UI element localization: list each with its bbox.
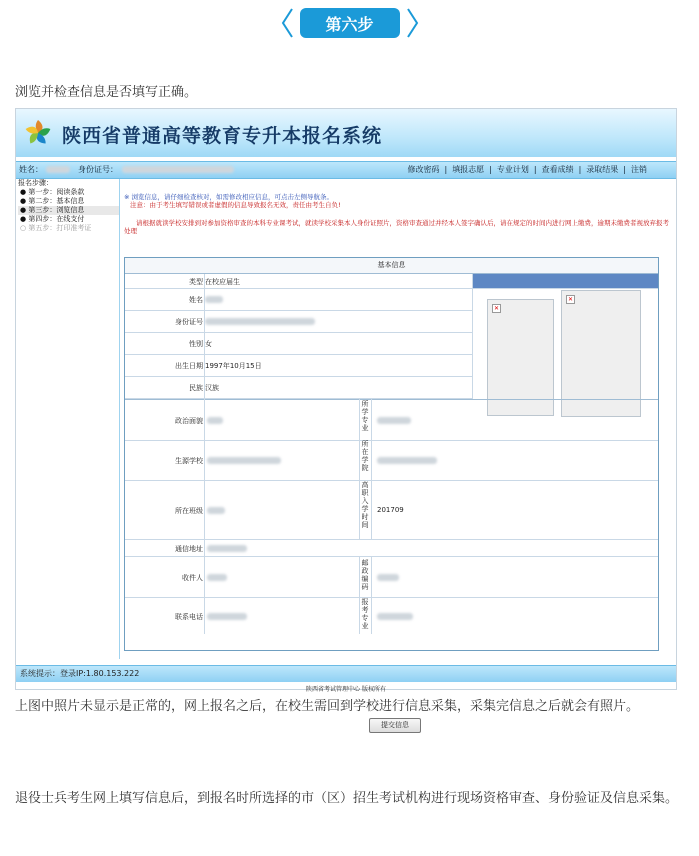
menu-change-password[interactable]: 修改密码 xyxy=(407,165,440,174)
intro-text: 浏览并检查信息是否填写正确。 xyxy=(15,85,198,100)
name-label: 姓名： xyxy=(19,165,43,174)
row-class: 所在班级 高职入学时间 201709 xyxy=(125,481,658,540)
menu-fill-preferences[interactable]: 填报志愿 xyxy=(452,165,485,174)
chevron-left-icon xyxy=(278,6,296,40)
sidebar-heading: 报名步骤： xyxy=(18,179,53,187)
status-footer xyxy=(16,665,676,682)
row-phone: 联系电话 报考专业 xyxy=(125,598,658,634)
sidebar-item-step2[interactable]: ● 第二步：基本信息 xyxy=(20,197,85,205)
type-value: 在校应届生 xyxy=(205,278,240,286)
sidebar xyxy=(16,179,120,659)
name-value-redacted xyxy=(46,162,70,178)
section-title: 基本信息 xyxy=(125,258,658,274)
menu-view-scores[interactable]: 查看成绩 xyxy=(541,165,574,174)
top-menu: 修改密码 | 填报志愿 | 专业计划 | 查看成绩 | 录取结果 | 注销 xyxy=(402,162,652,178)
system-tip: 系统提示：登录IP:1.80.153.222 xyxy=(20,669,140,678)
basic-info-table xyxy=(124,257,659,651)
id-label: 身份证号： xyxy=(78,165,118,174)
id-value-redacted xyxy=(122,162,234,178)
row-school: 生源学校 所在学院 xyxy=(125,440,658,481)
sidebar-item-step5: ○ 第五步：打印准考证 xyxy=(20,224,92,232)
entry-value: 201709 xyxy=(377,506,404,514)
step-badge: 第六步 xyxy=(300,8,400,38)
sidebar-item-step4[interactable]: ● 第四步：在线支付 xyxy=(20,215,85,223)
id-redacted xyxy=(205,317,315,325)
submit-button[interactable]: 提交信息 xyxy=(369,718,421,733)
caption-veterans: 退役士兵考生网上填写信息后，到报名时所选择的市（区）招生考试机构进行现场资格审查、身份验证及信息采集。 xyxy=(15,791,679,806)
notice-line2: 注意：由于考生填写错误或者虚假的信息导致报名无效，责任由考生自负! xyxy=(130,201,341,209)
photo-placeholder-right xyxy=(561,290,641,417)
row-recipient: 收件人 邮政编码 xyxy=(125,557,658,598)
menu-logout[interactable]: 注销 xyxy=(631,165,647,174)
menu-major-plan[interactable]: 专业计划 xyxy=(496,165,529,174)
row-address: 通信地址 xyxy=(125,540,658,557)
row-political: 政治面貌 所学专业 xyxy=(125,399,658,441)
site-title: 陕西省普通高等教育专升本报名系统 xyxy=(62,125,383,147)
notice-line1: ※ 浏览信息，请仔细检查核对，如需修改相应信息，可点击左侧导航条。 xyxy=(124,193,334,201)
caption-photo: 上图中照片未显示是正常的，网上报名之后，在校生需回到学校进行信息采集，采集完信息之后就会有照片。 xyxy=(15,699,640,714)
site-banner xyxy=(16,109,676,157)
sidebar-item-step3[interactable]: ● 第三步：浏览信息 xyxy=(18,206,119,215)
row-ethnic: 民族 汉族 xyxy=(125,377,472,399)
notice-box xyxy=(124,193,674,235)
site-logo-icon xyxy=(22,117,54,149)
postcode-label: 邮政编码 xyxy=(361,559,369,591)
college-label: 所在学院 xyxy=(361,440,369,472)
row-name: 姓名 xyxy=(125,289,472,311)
major-label: 所学专业 xyxy=(361,400,369,432)
step-header xyxy=(0,6,699,40)
name-redacted xyxy=(205,295,223,303)
top-navbar xyxy=(16,161,676,179)
broken-image-icon: ✕ xyxy=(493,305,500,312)
broken-image-icon: ✕ xyxy=(567,296,574,303)
chevron-right-icon xyxy=(404,6,422,40)
notice-line3: 请根据就读学校安排到对参加资格审查的本科专业课考试，就读学校采集本人身份证照片，资格审查通过并经本人签字确认后，请在规定的时间内进行网上缴费，逾期未缴费者视放弃报考处理 xyxy=(124,219,669,235)
exam-major-label: 报考专业 xyxy=(361,598,369,630)
menu-admission-results[interactable]: 录取结果 xyxy=(586,165,619,174)
row-birth: 出生日期 1997年10月15日 xyxy=(125,355,472,377)
sidebar-item-step1[interactable]: ● 第一步：阅读条款 xyxy=(20,188,85,196)
row-type: 类型 在校应届生 xyxy=(125,274,658,289)
row-gender: 性别 女 xyxy=(125,333,472,355)
entry-label: 高职入学时间 xyxy=(361,481,369,529)
row-id: 身份证号 xyxy=(125,311,472,333)
copyright: 陕西省考试管理中心 版权所有 xyxy=(306,686,386,693)
